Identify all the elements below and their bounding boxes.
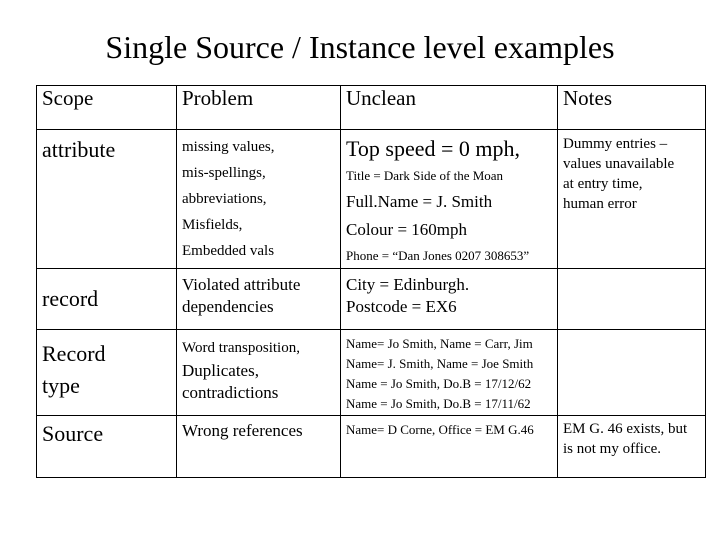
examples-table bbox=[36, 85, 706, 478]
scope-label: Source bbox=[42, 421, 104, 446]
table-row bbox=[37, 269, 706, 330]
scope-label: attribute bbox=[42, 137, 116, 162]
problem-cell bbox=[177, 269, 341, 330]
problem-line: Word transposition, bbox=[182, 340, 300, 356]
notes-line: at entry time, bbox=[563, 176, 643, 192]
unclean-line: Colour = 160mph bbox=[346, 220, 468, 239]
header-problem: Problem bbox=[177, 86, 341, 130]
scope-cell bbox=[37, 269, 177, 330]
notes-line: Dummy entries – bbox=[563, 136, 668, 152]
scope-cell bbox=[37, 130, 177, 269]
unclean-line: Name= J. Smith, Name = Joe Smith bbox=[346, 356, 534, 371]
unclean-line: Name= D Corne, Office = EM G.46 bbox=[346, 422, 534, 437]
unclean-line: Top speed = 0 mph, bbox=[346, 136, 521, 161]
unclean-line: Name= Jo Smith, Name = Carr, Jim bbox=[346, 336, 533, 351]
problem-cell bbox=[177, 130, 341, 269]
table-row bbox=[37, 330, 706, 416]
problem-line: contradictions bbox=[182, 383, 279, 402]
header-notes: Notes bbox=[558, 86, 706, 130]
notes-cell bbox=[558, 269, 706, 330]
problem-line: abbreviations, bbox=[182, 191, 267, 207]
problem-line: Embedded vals bbox=[182, 243, 275, 259]
problem-line: dependencies bbox=[182, 297, 274, 316]
scope-cell bbox=[37, 416, 177, 478]
scope-label: record bbox=[42, 286, 99, 311]
unclean-cell bbox=[341, 330, 558, 416]
problem-cell bbox=[177, 416, 341, 478]
problem-line: mis-spellings, bbox=[182, 165, 266, 181]
scope-label: Record bbox=[42, 341, 106, 366]
scope-cell bbox=[37, 330, 177, 416]
notes-cell bbox=[558, 130, 706, 269]
unclean-line: Postcode = EX6 bbox=[346, 297, 457, 316]
unclean-line: Name = Jo Smith, Do.B = 17/11/62 bbox=[346, 396, 531, 411]
unclean-line: Title = Dark Side of the Moan bbox=[346, 168, 504, 183]
table-header-row bbox=[37, 86, 706, 130]
table-row bbox=[37, 130, 706, 269]
problem-line: Duplicates, bbox=[182, 361, 259, 380]
notes-line: is not my office. bbox=[563, 441, 662, 457]
unclean-line: Phone = “Dan Jones 0207 308653” bbox=[346, 248, 530, 263]
notes-cell bbox=[558, 330, 706, 416]
unclean-cell bbox=[341, 416, 558, 478]
problem-cell bbox=[177, 330, 341, 416]
header-unclean: Unclean bbox=[341, 86, 558, 130]
problem-line: Violated attribute bbox=[182, 275, 301, 294]
slide-title: Single Source / Instance level examples bbox=[105, 29, 615, 65]
problem-line: missing values, bbox=[182, 139, 275, 155]
unclean-cell bbox=[341, 269, 558, 330]
unclean-line: Full.Name = J. Smith bbox=[346, 192, 493, 211]
notes-line: values unavailable bbox=[563, 156, 675, 172]
notes-line: human error bbox=[563, 196, 637, 212]
unclean-line: Name = Jo Smith, Do.B = 17/12/62 bbox=[346, 376, 532, 391]
notes-line: EM G. 46 exists, but bbox=[563, 421, 688, 437]
scope-label: type bbox=[42, 373, 80, 398]
problem-line: Misfields, bbox=[182, 217, 243, 233]
notes-cell bbox=[558, 416, 706, 478]
unclean-line: City = Edinburgh. bbox=[346, 275, 470, 294]
header-scope: Scope bbox=[37, 86, 177, 130]
table-row bbox=[37, 416, 706, 478]
problem-line: Wrong references bbox=[182, 421, 303, 440]
unclean-cell bbox=[341, 130, 558, 269]
